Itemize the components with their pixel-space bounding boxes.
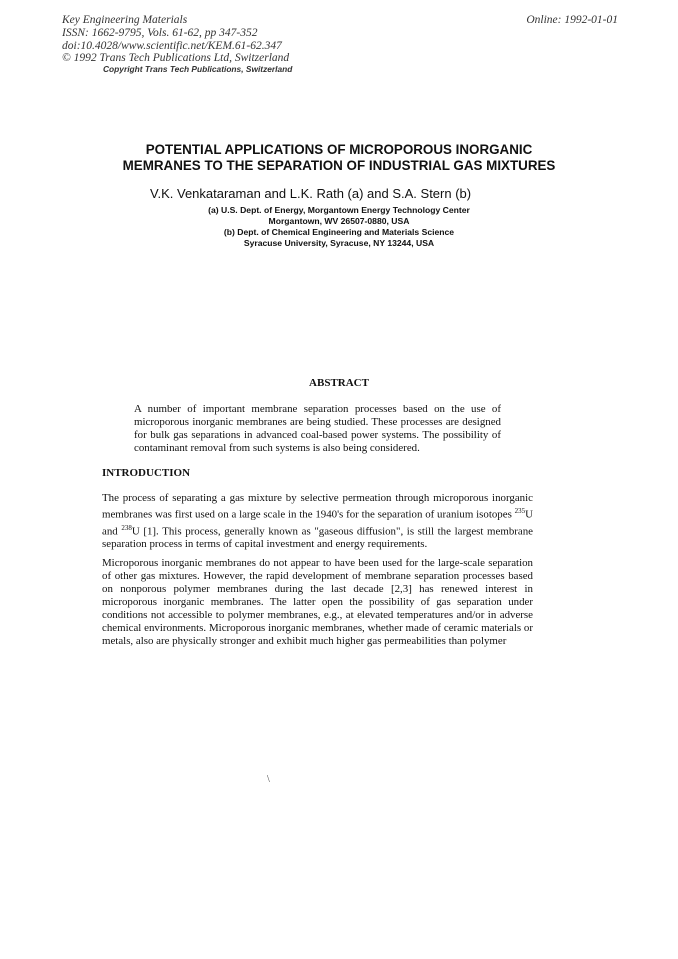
affiliation-b-address: Syracuse University, Syracuse, NY 13244, USA <box>243 238 435 248</box>
stray-mark: \ <box>267 774 270 785</box>
affiliation-a: (a) U.S. Dept. of Energy, Morgantown Energy Technology Center <box>208 205 470 215</box>
abstract-text: A number of important membrane separation processes based on the use of microporous inorganic membranes are being studied. These processes are designed for bulk gas separations in advanced coal-based power systems. The possibility of contaminant removal from such systems is also being considered. <box>134 403 501 454</box>
abstract-heading: ABSTRACT <box>309 377 369 389</box>
affiliation-b: (b) Dept. of Chemical Engineering and Materials Science <box>223 227 455 237</box>
author-list: V.K. Venkataraman and L.K. Rath (a) and S.A. Stern (b) <box>150 186 472 201</box>
paper-title-line-1: POTENTIAL APPLICATIONS OF MICROPOROUS INORGANIC <box>145 142 533 157</box>
issn-line: ISSN: 1662-9795, Vols. 61-62, pp 347-352 <box>62 27 258 39</box>
online-date: Online: 1992-01-01 <box>526 14 618 26</box>
copyright-stamp: Copyright Trans Tech Publications, Switzerland <box>103 64 293 74</box>
doi-link[interactable]: doi:10.4028/www.scientific.net/KEM.61-62.347 <box>62 40 282 52</box>
paper-title-line-2: MEMRANES TO THE SEPARATION OF INDUSTRIAL GAS MIXTURES <box>122 158 556 173</box>
intro-paragraph-1: The process of separating a gas mixture by selective permeation through microporous inorganic membranes was first used on a large scale in the 1940's for the separation of uranium isotopes $^{235}$U and $^{238}$U [1]. This process, generally known as "gaseous diffusion", is still the largest membrane separation process in terms of capital investment and energy requirements. <box>102 492 533 551</box>
copyright-line: © 1992 Trans Tech Publications Ltd, Switzerland <box>62 52 290 64</box>
journal-name: Key Engineering Materials <box>62 14 188 26</box>
introduction-heading: INTRODUCTION <box>102 467 191 479</box>
affiliation-a-address: Morgantown, WV 26507-0880, USA <box>268 216 410 226</box>
intro-paragraph-2: Microporous inorganic membranes do not appear to have been used for the large-scale separation of other gas mixtures. However, the rapid development of membrane separation processes based on nonporous polymer membranes during the last decade [2,3] has renewed interest in microporous inorganic membranes. The latter open the possibility of gas separation under conditions not accessible to polymer membranes, e.g., at elevated temperatures and/or in adverse chemical environments. Microporous inorganic membranes, whether made of ceramic materials or metals, also are physically stronger and exhibit much higher gas permeabilities than polymer <box>102 557 533 647</box>
